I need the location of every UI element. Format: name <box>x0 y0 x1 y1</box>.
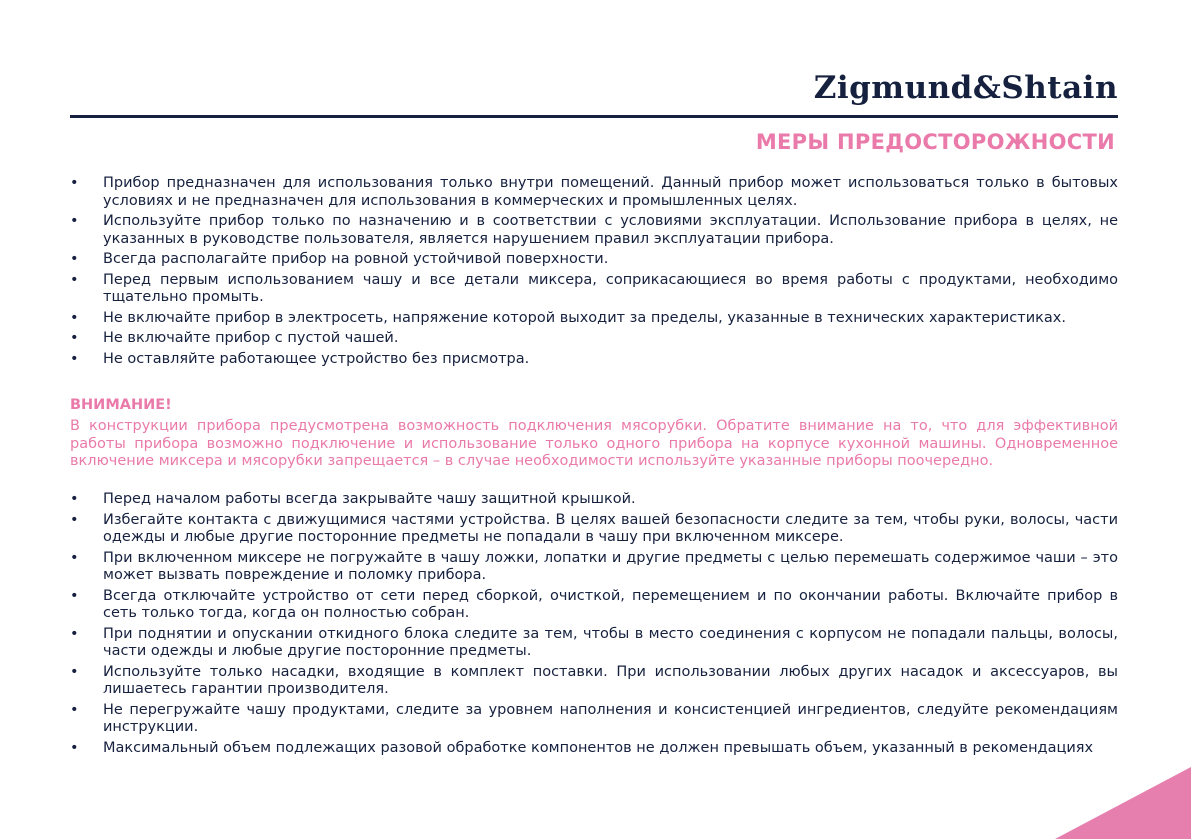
corner-decoration <box>1055 767 1191 839</box>
brand-logo: Zigmund&Shtain <box>813 70 1118 106</box>
list-item: • При включенном миксере не погружайте в чашу ложки, лопатки и другие предметы с целью перемешать содержимое чаши – это может вызвать повреждение и поломку прибора. <box>70 550 1118 585</box>
list-item: • Прибор предназначен для использования только внутри помещений. Данный прибор может использоваться только в бытовых условиях и не предназначен для использования в коммерческих и промышленных целях. <box>70 175 1118 210</box>
list-item: • Перед началом работы всегда закрывайте чашу защитной крышкой. <box>70 491 1118 509</box>
list-item: • Используйте прибор только по назначению и в соответствии с условиями эксплуатации. Использование прибора в целях, не указанных в руководстве пользователя, является нарушением правил эксплуатации прибора. <box>70 213 1118 248</box>
precautions-list-continued <box>70 491 1118 760</box>
list-item: • Всегда отключайте устройство от сети перед сборкой, очисткой, перемещением и по окончании работы. Включайте прибор в сеть только тогда, когда он полностью собран. <box>70 588 1118 623</box>
header-divider <box>70 115 1118 118</box>
list-item: • Не включайте прибор в электросеть, напряжение которой выходит за пределы, указанные в технических характеристиках. <box>70 310 1118 328</box>
list-item: • Максимальный объем подлежащих разовой обработке компонентов не должен превышать объем, указанный в рекомендациях <box>70 740 1118 758</box>
precautions-list <box>70 175 1118 371</box>
warning-text: В конструкции прибора предусмотрена возможность подключения мясорубки. Обратите внимание на то, что для эффективной работы прибора возможно подключение и использование только одного прибора на корпусе кухонной машины. Одновременное включение миксера и мясорубки запрещается – в случае необходимости используйте указанные приборы поочередно. <box>70 418 1118 469</box>
list-item: • Избегайте контакта с движущимися частями устройства. В целях вашей безопасности следите за тем, чтобы руки, волосы, части одежды и любые другие посторонние предметы не попадали в чашу при включенном миксере. <box>70 512 1118 547</box>
list-item: • Не оставляйте работающее устройство без присмотра. <box>70 351 1118 369</box>
section-title: МЕРЫ ПРЕДОСТОРОЖНОСТИ <box>755 130 1115 154</box>
list-item: • Всегда располагайте прибор на ровной устойчивой поверхности. <box>70 251 1118 269</box>
list-item: • Не перегружайте чашу продуктами, следите за уровнем наполнения и консистенцией ингредиентов, следуйте рекомендациям инструкции. <box>70 702 1118 737</box>
list-item: • Используйте только насадки, входящие в комплект поставки. При использовании любых других насадок и аксессуаров, вы лишаетесь гарантии производителя. <box>70 664 1118 699</box>
list-item: • Не включайте прибор с пустой чашей. <box>70 330 1118 348</box>
list-item: • При поднятии и опускании откидного блока следите за тем, чтобы в место соединения с корпусом не попадали пальцы, волосы, части одежды и любые другие посторонние предметы. <box>70 626 1118 661</box>
warning-title: ВНИМАНИЕ! <box>70 397 172 413</box>
list-item: • Перед первым использованием чашу и все детали миксера, соприкасающиеся во время работы с продуктами, необходимо тщательно промыть. <box>70 272 1118 307</box>
